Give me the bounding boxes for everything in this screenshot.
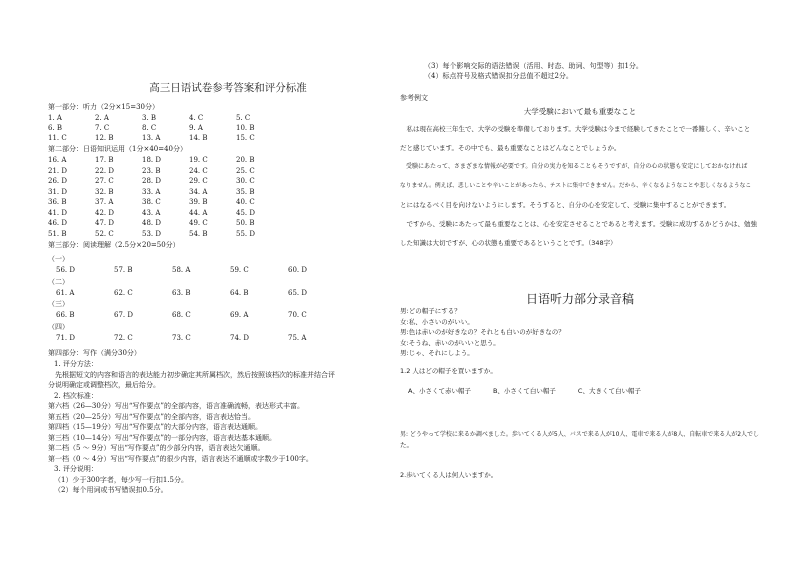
essay-line: だと感じています。その中でも、最も重要なことはどんなことでしょうか。 [400,144,621,152]
answer-cell: 22. D [95,166,114,175]
scoring-line-3: （3）每个影响交际的语法错误（活用、时态、助词、句型等）扣1分。 [424,62,643,70]
answer-option: A、小さくて赤い帽子 [408,387,471,395]
dialogue-line: 男:じゃ、それにしよう。 [400,349,474,357]
answer-cell: 66. B [56,311,75,319]
dialogue-line: 男:色は赤いのが好きなの？それとも白いのが好きなの？ [400,328,565,336]
essay-title: 大学受験において最も重要なこと [523,107,637,116]
answer-row [48,167,283,176]
answer-cell: 44. A [189,208,208,217]
answer-cell: 75. A [288,333,307,342]
answer-row [48,124,283,133]
answer-cell: 68. C [172,311,191,319]
answer-cell: 54. B [189,229,208,238]
essay-line: なりません。例えば、悲しいことや辛いことがあったら、テストに集中できません。だから、辛くなるようなことや悲しくなるようなこ [400,183,752,189]
answer-cell: 25. C [236,166,255,175]
answer-row [56,289,346,298]
scoring-rule-line: （2）每个用词或书写错误扣0.5分。 [54,486,168,494]
scoring-line-4: （4）标点符号及格式错误扣分总值不超过2分。 [424,72,573,80]
listening-man-line: 男: どうやって学校に来るか調べました。歩いてくる人が5人、バスで来る人が10人、電車で来る人が8人、自転車で来る人が2人でし [400,431,760,438]
answer-cell: 1. A [48,114,62,122]
answer-row [56,311,346,320]
answer-cell: 35. B [236,187,255,196]
scoring-rule-line: 第二档（5 ～ 9分）写出“写作要点”的少部分内容，语言表达欠通顺。 [48,444,265,452]
answer-cell: 40. C [236,198,255,206]
answer-row [48,134,283,143]
answer-cell: 69. A [230,311,249,319]
answer-row [48,198,283,207]
answer-cell: 21. D [48,166,67,175]
answer-cell: 61. A [56,288,75,297]
answer-cell: 2. A [95,114,109,122]
answer-cell: 13. A [142,134,161,142]
answer-cell: 9. A [189,124,203,132]
answer-cell: 64. B [230,288,249,297]
scoring-rule-line: 第六档（26—30分）写出“写作要点”的全部内容，语言准确流畅，表达形式丰富。 [48,402,304,410]
answer-cell: 37. A [95,198,114,206]
scoring-rule-line: 3. 评分说明： [54,465,98,473]
answer-cell: 23. B [142,166,161,175]
answer-row [48,156,283,165]
reading-group-label: （一） [48,255,69,263]
answer-row [56,266,346,275]
essay-line: 私は現在高校三年生で、大学の受験を準備しております。大学受験は今まで経験してきたことで一番難しく、辛いこと [400,125,751,133]
answer-cell: 71. D [56,333,75,342]
answer-cell: 72. C [114,333,133,342]
answer-cell: 5. C [236,114,251,122]
answer-cell: 7. C [95,124,110,132]
scoring-rule-line: 分说明确定或调整档次，最后给分。 [48,381,160,389]
answer-cell: 46. D [48,219,67,227]
answer-cell: 16. A [48,156,67,164]
essay-line: した知識は大切ですが、心の状態も重要であるということです。（348字） [400,239,617,247]
answer-cell: 15. C [236,134,255,142]
listening-script-title: 日语听力部分录音稿 [525,292,634,306]
answer-cell: 27. C [95,177,114,185]
scoring-rule-line: 第三档（10—14分）写出“写作要点”的一部分内容，语言表达基本通顺。 [48,433,276,442]
answer-cell: 73. C [172,333,191,342]
scoring-rule-line: 2. 档次标准： [54,391,98,400]
answer-cell: 49. C [189,219,208,227]
answer-cell: 43. A [142,208,161,217]
answer-cell: 45. D [236,208,255,217]
answer-cell: 4. C [189,114,204,122]
reading-group-label: （四） [48,322,69,331]
answer-cell: 38. C [142,198,161,206]
answer-cell: 62. C [114,288,133,297]
answer-cell: 63. B [172,288,191,297]
answer-cell: 12. B [95,134,114,142]
answer-cell: 48. D [142,219,161,227]
reading-group-label: （三） [48,300,69,308]
answer-cell: 26. D [48,177,67,185]
answer-cell: 65. D [288,288,307,297]
part4-header: 第四部分：写作（满分30分） [48,349,141,357]
scoring-rule-line: 第一档（0 ～ 4分）写出“写作要点”的很少内容，语言表达不通顺或字数少于100字。 [48,454,313,463]
answer-option: C、大きくて白い帽子 [577,387,641,395]
answer-cell: 31. D [48,187,67,196]
part3-header: 第三部分：阅读理解（2.5分×20=50分） [48,241,180,249]
answer-cell: 17. B [95,156,114,164]
answer-row [56,334,346,343]
answer-cell: 70. C [288,311,307,319]
answer-cell: 58. A [172,266,191,274]
answer-row [48,209,283,218]
answer-cell: 56. D [56,266,75,274]
answer-cell: 41. D [48,208,67,217]
question-1-options [408,386,663,395]
answer-cell: 36. B [48,198,67,206]
essay-line: とにはなるべく目を向けないようにします。そうすると、自分の心を安定して、受験に集中することができます。 [400,201,731,209]
scoring-rule-line: 先根据短文的内容和语言的表达能力初步确定其所属档次，然后按照该档次的标准并结合评 [48,370,335,379]
answer-cell: 60. D [288,266,307,274]
answer-cell: 29. C [189,177,208,185]
answer-cell: 3. B [142,114,157,122]
answer-cell: 11. C [48,134,67,142]
answer-row [48,188,283,197]
dialogue-line: 女:私、小さいのがいい。 [400,317,474,326]
answer-cell: 39. B [189,198,208,206]
answer-option: B、小さくて白い帽子 [492,387,556,395]
answer-cell: 74. D [230,333,249,342]
essay-line: ですから、受験にあたって最も重要なことは、心を安定させることであると考えます。受験に成功するかどうかは、勉強 [400,220,757,228]
listening-man-line-cont: た。 [400,441,413,449]
answer-row [48,177,283,186]
dialogue-line: 女:そうね、赤いのがいいと思う。 [400,338,500,347]
answer-cell: 59. C [230,266,249,274]
dialogue-line: 男:どの帽子にする？ [400,307,461,315]
answer-cell: 18. D [142,156,161,164]
answer-cell: 53. D [142,229,161,238]
answer-cell: 55. D [236,229,255,238]
answer-cell: 50. B [236,219,255,227]
essay-line: 受験にあたって、さまざまな情報が必要です。自分の実力を知ることもそうですが、自分の心の状態も安定にしておかなければ [400,163,748,170]
scoring-rule-line: （1）少于300字者，每少写一行扣1.5分。 [54,475,188,484]
answer-cell: 34. A [189,187,208,196]
scoring-rule-line: 1. 评分方法： [54,360,98,368]
answer-cell: 32. B [95,187,114,196]
answer-cell: 6. B [48,124,63,132]
answer-cell: 51. B [48,229,67,238]
answer-cell: 47. D [95,219,114,227]
answer-cell: 19. C [189,156,208,164]
answer-cell: 57. B [114,266,133,274]
answer-cell: 52. C [95,229,114,238]
answer-row [48,230,283,239]
answer-cell: 10. B [236,124,255,132]
answer-cell: 42. D [95,208,114,217]
scoring-rule-line: 第四档（15—19分）写出“写作要点”的大部分内容，语言表达通顺。 [48,423,262,431]
question-1: 1.2 人はどの帽子を買いますか。 [400,367,497,375]
question-2: 2.歩いてくる人は何人いますか。 [400,471,498,479]
answer-cell: 24. C [189,166,208,175]
answer-cell: 33. A [142,187,161,196]
answer-cell: 28. D [142,177,161,185]
answer-row [48,219,283,228]
answer-cell: 20. B [236,156,255,164]
answer-cell: 30. C [236,177,255,185]
scoring-rule-line: 第五档（20—25分）写出“写作要点”的全部内容，语言表达恰当。 [48,412,255,421]
sample-essay-label: 参考例文 [400,94,428,102]
answer-row [48,114,283,123]
part2-header: 第二部分：日语知识运用（1分×40=40分） [48,145,187,153]
part1-header: 第一部分：听力（2分×15=30分） [48,103,159,111]
answer-cell: 8. C [142,124,157,132]
page-title: 高三日语试卷参考答案和评分标准 [149,82,307,94]
answer-cell: 67. D [114,311,133,319]
answer-cell: 14. B [189,134,208,142]
reading-group-label: （二） [48,277,69,286]
